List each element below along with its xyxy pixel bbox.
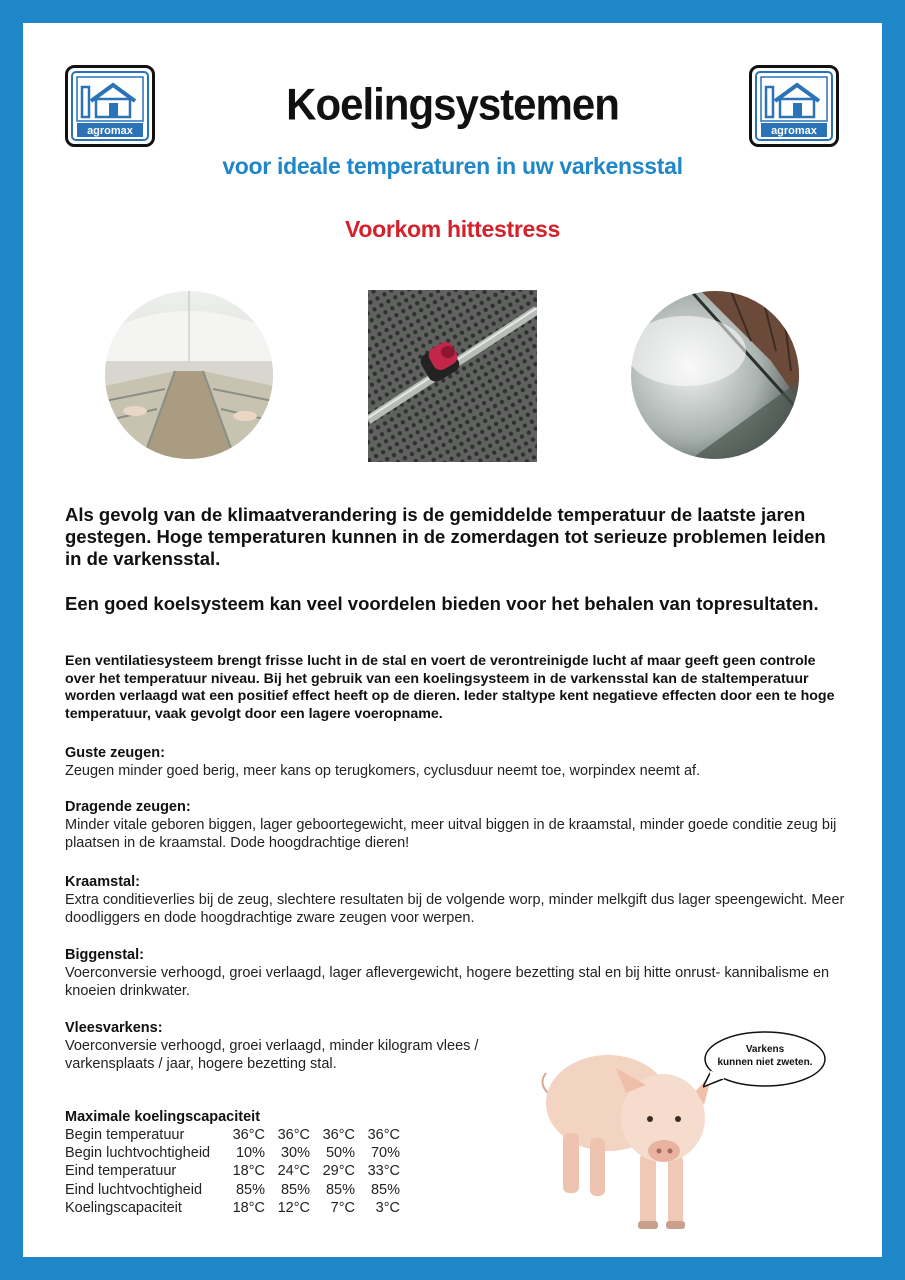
cooling-nozzle-photo <box>368 290 537 462</box>
intro-paragraph: Een ventilatiesysteem brengt frisse lucht in de stal en voert de verontreinigde lucht af maar geeft geen controle over het temperatuur niveau. Bij het gebruik van een koelingsysteem in de varkensstal kan de staltemperatuur worden verlaagd wat een positief effect heeft op de dieren. Ieder staltype kent negatieve effecten door een te hoge temperatuur, vaak gevolgt door een lagere voeropname. <box>65 653 835 722</box>
table-cell: 33°C <box>367 1163 400 1180</box>
table-cell: 70% <box>370 1145 400 1162</box>
lead-paragraph-1: Als gevolg van de klimaatverandering is de gemiddelde temperatuur de laatste jaren gestegen. Hoge temperaturen kunnen in de zomerdagen tot serieuze problemen leiden in de varkensstal. <box>65 504 826 569</box>
table-cell: 85% <box>235 1181 265 1198</box>
section-dragende-zeugen <box>65 798 845 852</box>
cooling-capacity-table <box>65 1108 403 1217</box>
table-cell: 36°C <box>232 1127 265 1143</box>
section-text: Extra conditieverlies bij de zeug, slechtere resultaten bij de volgende worp, minder melkgift dus lager speengewicht. Meer doodliggers en dode hoogdrachtige zware zeugen voor werpen. <box>65 892 845 926</box>
table-cell: 3°C <box>375 1199 400 1216</box>
table-cell: 29°C <box>322 1163 355 1180</box>
section-heading: Biggenstal: <box>65 947 144 963</box>
lead-paragraph-2: Een goed koelsysteem kan veel voordelen bieden voor het behalen van topresultaten. <box>65 593 819 614</box>
bubble-line-2: kunnen niet zweten. <box>717 1057 813 1068</box>
section-text: Minder vitale geboren biggen, lager geboortegewicht, meer uitval biggen in de kraamstal, minder goede conditie zeug bij plaatsen in de kraamstal. Dode hoogdrachtige dieren! <box>65 817 837 851</box>
table-cell: 10% <box>235 1145 265 1162</box>
section-heading: Vleesvarkens: <box>65 1020 163 1036</box>
mist-spray-photo <box>631 291 799 459</box>
capacity-heading: Maximale koelingscapaciteit <box>65 1109 261 1125</box>
table-cell: 36°C <box>322 1127 355 1143</box>
row-label: Koelingscapaciteit <box>65 1199 182 1216</box>
row-label: Eind luchtvochtigheid <box>65 1181 203 1198</box>
table-cell: 7°C <box>330 1199 355 1216</box>
poster-sheet <box>23 23 882 1257</box>
section-text: Voerconversie verhoogd, groei verlaagd, lager aflevergewicht, hogere bezetting stal en bij hitte onrust- kannibalisme en knoeien drinkwater. <box>65 965 830 999</box>
row-label: Begin luchtvochtigheid <box>65 1145 211 1162</box>
capacity-grid <box>65 1126 403 1217</box>
table-row <box>65 1181 403 1199</box>
row-label: Eind temperatuur <box>65 1163 177 1180</box>
section-kraamstal <box>65 873 845 927</box>
section-heading: Dragende zeugen: <box>65 799 191 815</box>
table-cell: 36°C <box>367 1127 400 1143</box>
page-tagline: Voorkom hittestress <box>345 216 560 242</box>
table-cell: 50% <box>325 1145 355 1162</box>
table-cell: 30% <box>280 1145 310 1162</box>
table-cell: 85% <box>280 1181 310 1198</box>
logo-text: agromax <box>771 125 817 137</box>
section-text: Voerconversie verhoogd, groei verlaagd, minder kilogram vlees / varkensplaats / jaar, hogere bezetting stal. <box>65 1038 479 1072</box>
section-heading: Kraamstal: <box>65 874 140 890</box>
section-text: Zeugen minder goed berig, meer kans op terugkomers, cyclusduur neemt toe, worpindex neemt af. <box>65 763 701 779</box>
section-guste-zeugen <box>65 744 845 780</box>
table-cell: 18°C <box>232 1163 265 1180</box>
page-subtitle: voor ideale temperaturen in uw varkensstal <box>222 153 683 179</box>
table-row <box>65 1162 403 1180</box>
row-label: Begin temperatuur <box>65 1127 185 1143</box>
bubble-line-1: Varkens <box>745 1044 785 1055</box>
section-biggenstal <box>65 946 845 1000</box>
piglet-photo <box>528 1023 728 1253</box>
table-cell: 24°C <box>277 1163 310 1180</box>
section-vleesvarkens <box>65 1019 505 1073</box>
table-cell: 18°C <box>232 1199 265 1216</box>
stable-interior-photo <box>105 291 273 459</box>
table-row <box>65 1144 403 1162</box>
speech-bubble-text <box>707 1043 823 1069</box>
table-cell: 85% <box>370 1181 400 1198</box>
page-title: Koelingsystemen <box>286 79 619 130</box>
logo-text: agromax <box>87 125 133 137</box>
table-cell: 12°C <box>277 1199 310 1216</box>
table-cell: 36°C <box>277 1127 310 1143</box>
table-cell: 85% <box>325 1181 355 1198</box>
section-heading: Guste zeugen: <box>65 745 165 761</box>
table-row <box>65 1199 403 1217</box>
table-row <box>65 1126 403 1144</box>
